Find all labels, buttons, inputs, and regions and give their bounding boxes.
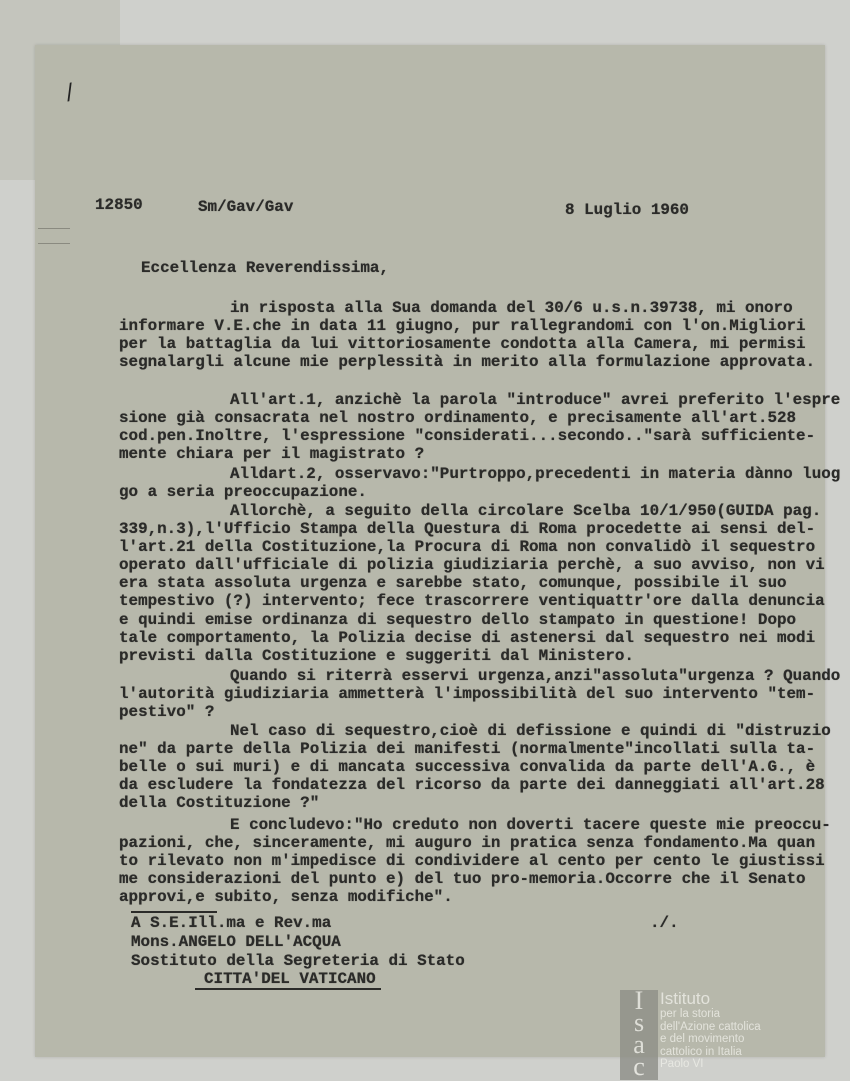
text-line: era stata assoluta urgenza e sarebbe stato, comunque, possibile il suo	[119, 574, 787, 593]
text-line: pestivo" ?	[119, 703, 215, 722]
protocol-number: 12850	[95, 196, 143, 214]
paragraph	[119, 667, 840, 721]
addressee-office: Sostituto della Segreteria di Stato	[131, 952, 465, 970]
paragraph	[119, 502, 825, 665]
text-line: E concludevo:"Ho creduto non doverti tacere queste mie preoccu-	[230, 816, 831, 834]
text-line: da escludere la fondatezza del ricorso da parte dei danneggiati all'art.28	[119, 776, 825, 795]
addressee-name: Mons.ANGELO DELL'ACQUA	[131, 933, 341, 951]
text-line: approvi,e subito, senza modifiche".	[119, 888, 453, 907]
logo-text	[660, 990, 761, 1071]
logo-line: Paolo VI	[660, 1058, 704, 1070]
handwritten-check-mark: /	[63, 79, 76, 106]
archive-watermark-logo	[620, 986, 780, 1081]
text-line: tempestivo (?) intervento; fece trascorrere ventiquattr'ore dalla denuncia	[119, 592, 825, 611]
text-line: Quando si riterrà esservi urgenza,anzi"assoluta"urgenza ? Quando	[230, 667, 841, 685]
text-line: l'art.21 della Costituzione,la Procura di Roma non convalidò il sequestro	[119, 538, 816, 557]
continuation-mark: ./.	[650, 914, 679, 932]
text-line: in risposta alla Sua domanda del 30/6 u.s.n.39738, mi onoro	[230, 299, 793, 317]
text-line: segnalargli alcune mie perplessità in merito alla formulazione approvata.	[119, 353, 816, 372]
paragraph	[119, 299, 815, 371]
text-line: tale comportamento, la Polizia decise di astenersi dal sequestro nei modi	[119, 628, 816, 647]
text-line: ne" da parte della Polizia dei manifesti (normalmente"incollati sulla ta-	[119, 740, 816, 759]
logo-line: Istituto	[660, 989, 711, 1008]
text-line: l'autorità giudiziaria ammetterà l'impossibilità del suo intervento "tem-	[119, 685, 816, 704]
paragraph	[119, 465, 840, 501]
text-line: belle o sui muri) e di mancata successiva convalida da parte dell'A.G., è	[119, 758, 816, 777]
separator-rule	[131, 911, 217, 913]
logo-line: cattolico in Italia	[660, 1045, 742, 1058]
paragraph	[119, 391, 840, 463]
logo-line: dell'Azione cattolica	[660, 1020, 761, 1033]
paragraph	[119, 816, 831, 906]
text-line: operato dall'ufficiale di polizia giudiziaria perchè, a suo avviso, non vi	[119, 556, 825, 575]
text-line: Allorchè, a seguito della circolare Scelba 10/1/950(GUIDA pag.	[230, 502, 822, 520]
paragraph	[119, 722, 831, 812]
addressee-title: A S.E.Ill.ma e Rev.ma	[131, 914, 332, 932]
text-line: pazioni, che, sinceramente, mi auguro in pratica senza fondamento.Ma quan	[119, 834, 816, 853]
reference-code: Sm/Gav/Gav	[198, 198, 294, 216]
text-line: 339,n.3),l'Ufficio Stampa della Questura di Roma procedette ai sensi del-	[119, 520, 816, 539]
margin-dash	[38, 228, 70, 229]
text-line: informare V.E.che in data 11 giugno, pur rallegrandomi con l'on.Migliori	[119, 317, 806, 336]
text-line: sione già consacrata nel nostro ordinamento, e precisamente all'art.528	[119, 409, 797, 428]
text-line: e quindi emise ordinanza di sequestro dello stampato in questione! Dopo	[119, 610, 797, 629]
text-line: cod.pen.Inoltre, l'espressione "considerati...secondo.."sarà sufficiente-	[119, 427, 816, 446]
text-line: Alldart.2, osservavo:"Purtroppo,precedenti in materia dànno luog	[230, 465, 841, 483]
text-line: go a seria preoccupazione.	[119, 483, 367, 502]
text-line: previsti dalla Costituzione e suggeriti dal Ministero.	[119, 646, 634, 665]
text-line: Nel caso di sequestro,cioè di defissione e quindi di "distruzio	[230, 722, 831, 740]
logo-line: e del movimento	[660, 1033, 745, 1045]
logo-line: per la storia	[660, 1008, 721, 1020]
salutation: Eccellenza Reverendissima,	[141, 259, 389, 277]
logo-monogram: I s a c	[620, 990, 658, 1080]
city-underline	[195, 988, 381, 990]
text-line: della Costituzione ?"	[119, 794, 320, 813]
text-line: to rilevato non m'impedisce di condividere al cento per cento le giustissi	[119, 852, 825, 871]
letter-date: 8 Luglio 1960	[565, 201, 689, 219]
text-line: mente chiara per il magistrato ?	[119, 445, 425, 464]
addressee-city: CITTA'DEL VATICANO	[204, 970, 376, 988]
text-line: per la battaglia da lui vittoriosamente condotta alla Camera, mi permisi	[119, 335, 806, 354]
text-line: All'art.1, anzichè la parola "introduce" avrei preferito l'espre	[230, 391, 841, 409]
margin-dash	[38, 243, 70, 244]
text-line: me considerazioni del punto e) del tuo pro-memoria.Occorre che il Senato	[119, 870, 806, 889]
